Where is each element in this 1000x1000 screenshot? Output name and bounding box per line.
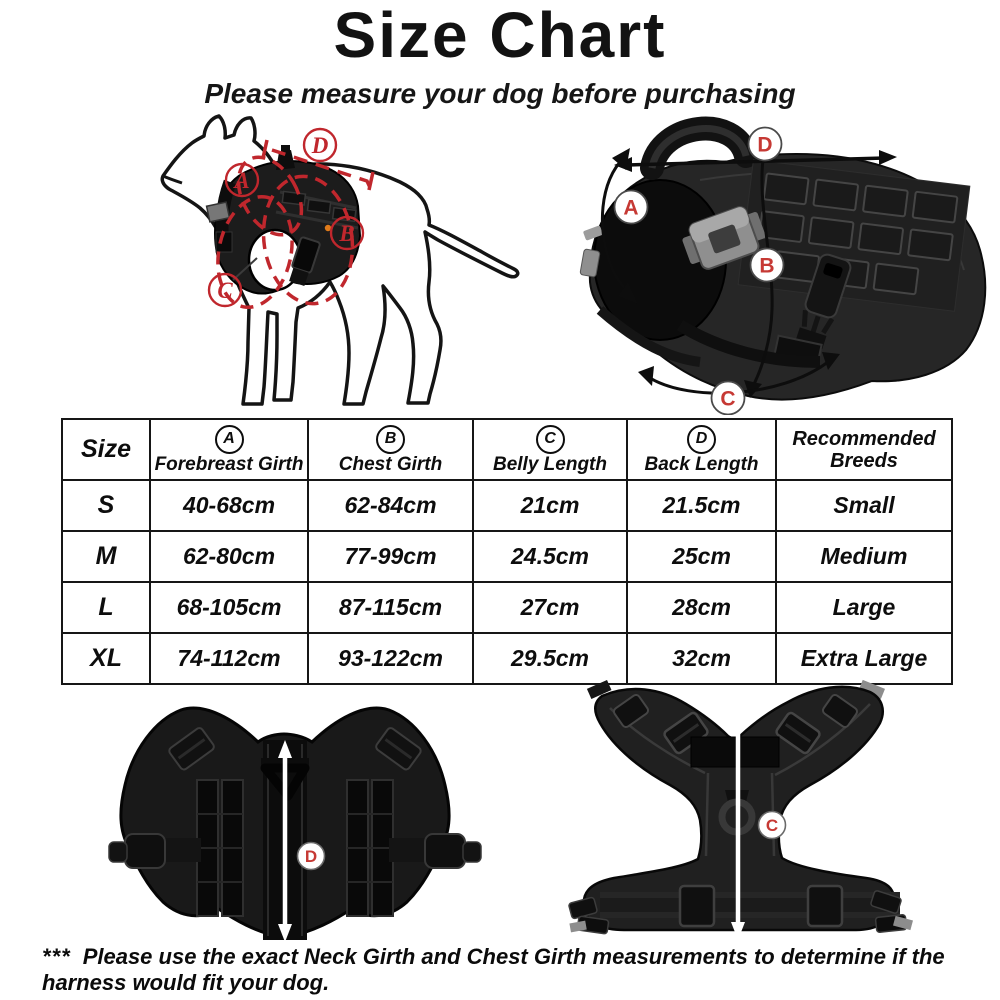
letter-d: D: [311, 133, 329, 158]
diagram-label-c: [209, 274, 241, 306]
cell-size: M: [62, 531, 150, 582]
measure-letter-badge-b: B: [376, 425, 405, 454]
cell-back-length: 25cm: [627, 531, 776, 582]
cell-belly-length: 29.5cm: [473, 633, 627, 684]
measure-letter-badge-a: A: [215, 425, 244, 454]
size-table: [61, 418, 953, 685]
col-label: Belly Length: [492, 453, 607, 475]
cell-forebreast-girth: 62-80cm: [150, 531, 308, 582]
letter-c: C: [217, 278, 233, 303]
letter-a: A: [623, 196, 639, 220]
page-title: Size Chart: [333, 0, 667, 71]
top-view-label-d: [298, 843, 325, 870]
dog-measurement-diagram: [130, 112, 540, 412]
cell-back-length: 28cm: [627, 582, 776, 633]
arrowhead: [638, 366, 654, 386]
col-header-back-length: [627, 419, 776, 480]
harness-bottom-view-photo: [540, 678, 995, 958]
col-label: Recommended Breeds: [792, 427, 936, 472]
cell-chest-girth: 77-99cm: [308, 531, 473, 582]
letter-c: C: [765, 816, 779, 835]
cell-chest-girth: 62-84cm: [308, 480, 473, 531]
harness-top-view-photo: [85, 680, 505, 955]
photo-label-b: [751, 249, 784, 282]
letter-b: B: [339, 221, 355, 246]
col-label: Back Length: [644, 453, 759, 475]
cell-chest-girth: 87-115cm: [308, 582, 473, 633]
col-header-recommended-breeds: [776, 419, 952, 480]
measure-letter-badge-c: C: [536, 425, 565, 454]
table-row-xl: [62, 633, 952, 684]
col-label: Size: [80, 435, 132, 464]
cell-recommended-breeds: Small: [776, 480, 952, 531]
letter-a: A: [234, 168, 250, 193]
cell-forebreast-girth: 74-112cm: [150, 633, 308, 684]
harness-side-photo: [560, 110, 1000, 415]
letter-b: B: [759, 254, 775, 278]
table-row-m: [62, 531, 952, 582]
letter-c: C: [720, 387, 736, 411]
col-label: Forebreast Girth: [154, 453, 304, 475]
cell-forebreast-girth: 40-68cm: [150, 480, 308, 531]
table-row-l: [62, 582, 952, 633]
harness-gray-buckle: [207, 202, 230, 222]
letter-d: D: [304, 847, 318, 866]
cell-recommended-breeds: Extra Large: [776, 633, 952, 684]
cell-belly-length: 27cm: [473, 582, 627, 633]
letter-d: D: [757, 133, 773, 157]
cell-belly-length: 21cm: [473, 480, 627, 531]
col-header-size: [62, 419, 150, 480]
col-header-chest-girth: [308, 419, 473, 480]
col-header-belly-length: [473, 419, 627, 480]
footnote-text: Please use the exact Neck Girth and Chest Girth measurements to determine if the harness would fit your dog.: [42, 944, 945, 996]
table-header-row: [62, 419, 952, 480]
measure-letter-badge-d: D: [687, 425, 716, 454]
bottom-view-label-c: [759, 812, 786, 839]
photo-label-c: [712, 382, 745, 415]
cell-recommended-breeds: Large: [776, 582, 952, 633]
cell-belly-length: 24.5cm: [473, 531, 627, 582]
center-label-patch: [691, 737, 779, 767]
cell-size: L: [62, 582, 150, 633]
cell-size: XL: [62, 633, 150, 684]
footnote-stars: ***: [42, 944, 71, 969]
col-header-forebreast-girth: [150, 419, 308, 480]
page-subtitle: Please measure your dog before purchasing: [204, 78, 796, 109]
table-row-s: [62, 480, 952, 531]
cell-chest-girth: 93-122cm: [308, 633, 473, 684]
cell-size: S: [62, 480, 150, 531]
photo-label-d: [749, 128, 782, 161]
col-label: Chest Girth: [338, 453, 443, 475]
cell-forebreast-girth: 68-105cm: [150, 582, 308, 633]
cell-recommended-breeds: Medium: [776, 531, 952, 582]
cell-back-length: 32cm: [627, 633, 776, 684]
photo-label-a: [615, 191, 648, 224]
diagram-label-d: [304, 129, 336, 161]
arrowhead: [879, 150, 897, 165]
footnote: [42, 944, 977, 997]
cell-back-length: 21.5cm: [627, 480, 776, 531]
